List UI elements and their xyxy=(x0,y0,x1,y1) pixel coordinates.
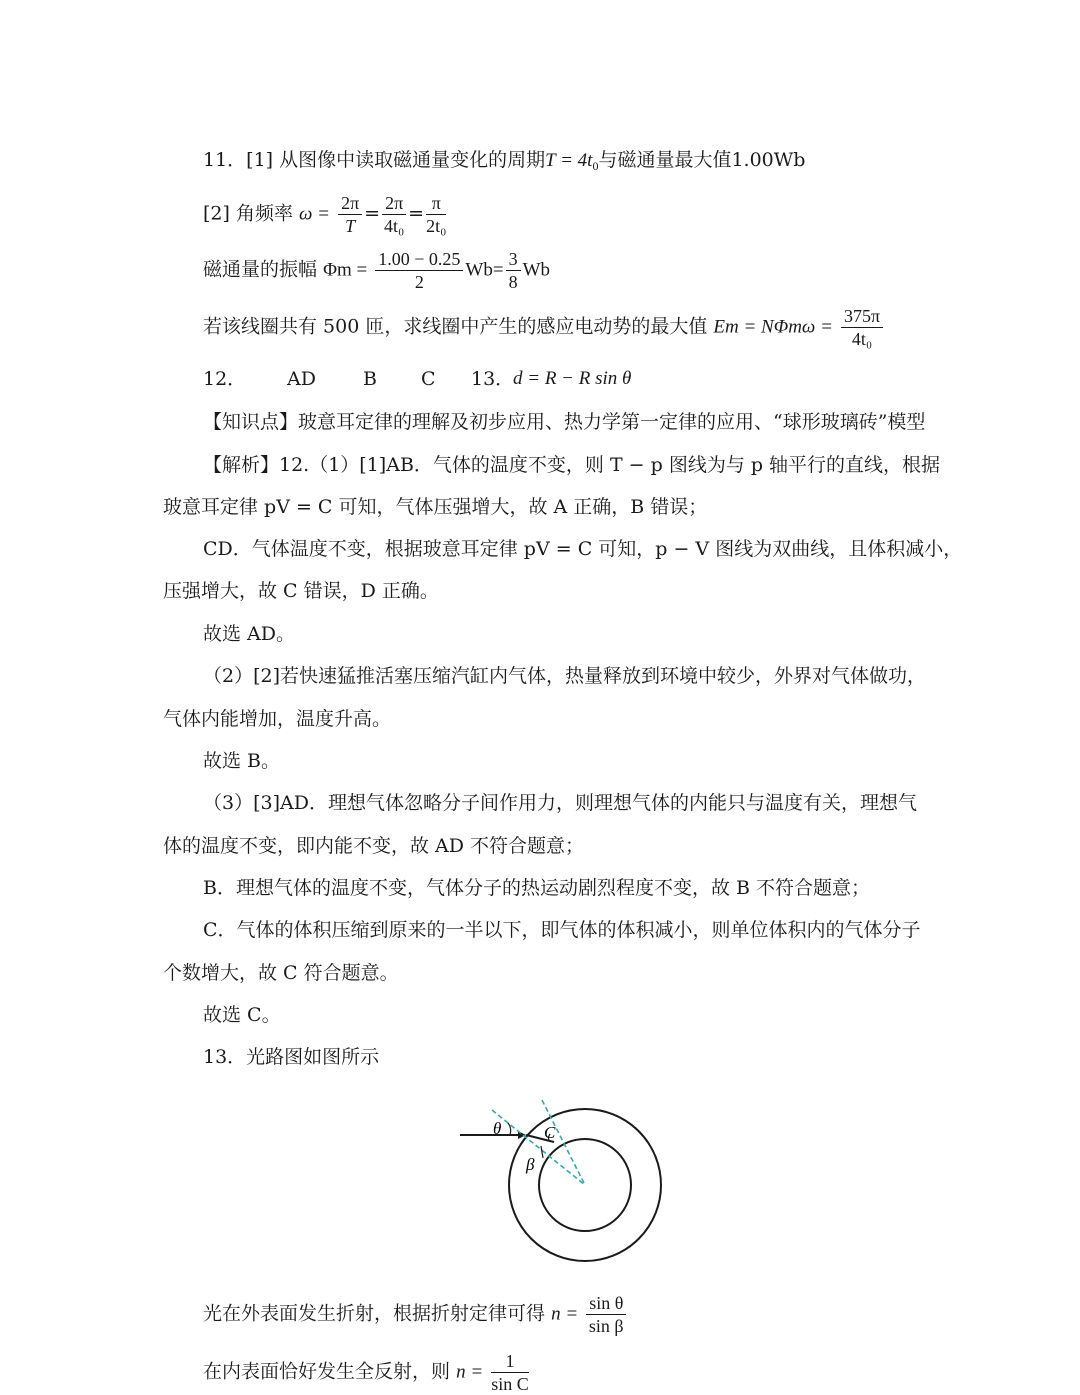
refraction-line xyxy=(203,1292,628,1337)
analysis-line-11: B．理想气体的温度不变，气体分子的热运动剧烈程度不变，故 B 不符合题意； xyxy=(203,877,871,899)
refraction-text: 光在外表面发生折射，根据折射定律可得 xyxy=(203,1302,546,1325)
optical-path-figure xyxy=(450,1090,680,1270)
q11-line-3-text: 磁通量的振幅 xyxy=(203,258,318,281)
theta-label: θ xyxy=(493,1119,502,1138)
answer-a2: B xyxy=(363,368,377,390)
knowledge-point: 【知识点】玻意耳定律的理解及初步应用、热力学第一定律的应用、“球形玻璃砖”模型 xyxy=(203,411,926,433)
fraction-pi-2t0: $\frac{\pi}{\text{2t₀}}$ xyxy=(426,193,447,236)
answer-a1: AD xyxy=(287,368,316,390)
q11-line-4 xyxy=(203,305,885,350)
analysis-line-1: 【解析】12.（1）[1]AB．气体的温度不变，则 T − p 图线为与 p 轴平行的直线，根据 xyxy=(203,454,941,476)
analysis-line-4: 压强增大，故 C 错误，D 正确。 xyxy=(163,580,439,602)
q11-line-1 xyxy=(203,148,805,178)
theta-arc xyxy=(508,1123,511,1135)
q11-line-2-text: [2] 角频率 xyxy=(203,202,293,225)
fraction-2pi-T: $\frac{2\pi}{T}$ xyxy=(338,192,362,237)
amp-mid: Wb= xyxy=(465,259,504,281)
answers-row xyxy=(203,367,663,391)
analysis-line-2: 玻意耳定律 pV = C 可知，气体压强增大，故 A 正确，B 错误； xyxy=(163,496,708,518)
fraction-1-sin-c: $\frac{1}{\text{sin C}}$ xyxy=(491,1351,529,1394)
c-label: C xyxy=(544,1123,556,1142)
analysis-line-3: CD．气体温度不变，根据玻意耳定律 pV = C 可知，p − V 图线为双曲线，且体积减小， xyxy=(203,538,963,560)
q11-line-1-tail: 与磁通量最大值1.00Wb xyxy=(598,149,806,171)
phi-m-symbol: Φm = xyxy=(323,259,368,281)
analysis-line-7: 气体内能增加，温度升高。 xyxy=(163,708,392,730)
analysis-line-13: 个数增大，故 C 符合题意。 xyxy=(163,962,399,984)
q13-equation: d = R − R sin θ xyxy=(513,368,632,389)
beta-label: β xyxy=(526,1155,535,1174)
analysis-line-8: 故选 B。 xyxy=(203,750,281,772)
fraction-sin-theta-sin-beta: $\frac{\text{sin θ}}{\text{sin β}}$ xyxy=(586,1292,626,1337)
fraction-amplitude: $\frac{1.00 - 0.25}{2}$ xyxy=(375,248,463,293)
em-equation: Em = NΦmω = xyxy=(713,316,833,338)
q12-number: 12． xyxy=(203,368,247,390)
q11-line-2: [2] 角频率 ω = $\frac{2\pi}{T}$ = $\frac{2\pi}{\text{4t₀}}$ = $\frac{\pi}{\text{2t₀}}$ xyxy=(203,193,447,236)
normal-dashed-1 xyxy=(492,1110,585,1185)
analysis-line-10: 体的温度不变，即内能不变，故 AD 不符合题意； xyxy=(163,835,585,857)
omega-symbol: ω = xyxy=(299,203,331,225)
fraction-2pi-4t0: $\frac{2\pi}{\text{4t₀}}$ xyxy=(383,193,405,236)
analysis-line-14: 故选 C。 xyxy=(203,1004,281,1026)
total-reflection-line xyxy=(203,1350,531,1395)
q13-number: 13． xyxy=(471,368,515,390)
amp-unit: Wb xyxy=(522,259,550,281)
analysis-line-15: 13．光路图如图所示 xyxy=(203,1046,380,1068)
fraction-375pi: $\frac{375\pi}{\text{4t₀}}$ xyxy=(841,305,883,350)
analysis-line-9: （3）[3]AD．理想气体忽略分子间作用力，则理想气体的内能只与温度有关，理想气 xyxy=(203,792,917,814)
period-equation: $T = 4t_0$ xyxy=(545,150,599,173)
answer-a3: C xyxy=(421,368,436,390)
q11-line-1-text: 11．[1] 从图像中读取磁通量变化的周期 xyxy=(203,149,546,171)
analysis-line-5: 故选 AD。 xyxy=(203,623,295,645)
fraction-3-8: $\frac{3}{8}$ xyxy=(506,248,521,293)
q11-line-3 xyxy=(203,248,550,293)
q11-line-4-text: 若该线圈共有 500 匝，求线圈中产生的感应电动势的最大值 xyxy=(203,315,708,338)
analysis-line-12: C．气体的体积压缩到原来的一半以下，即气体的体积减小，则单位体积内的气体分子 xyxy=(203,919,921,941)
analysis-line-6: （2）[2]若快速猛推活塞压缩汽缸内气体，热量释放到环境中较少，外界对气体做功， xyxy=(203,665,927,687)
total-reflection-text: 在内表面恰好发生全反射，则 xyxy=(203,1360,451,1383)
beta-tick xyxy=(541,1146,543,1158)
total-reflection-n: n = xyxy=(456,1361,484,1383)
refraction-n: n = xyxy=(551,1303,579,1325)
